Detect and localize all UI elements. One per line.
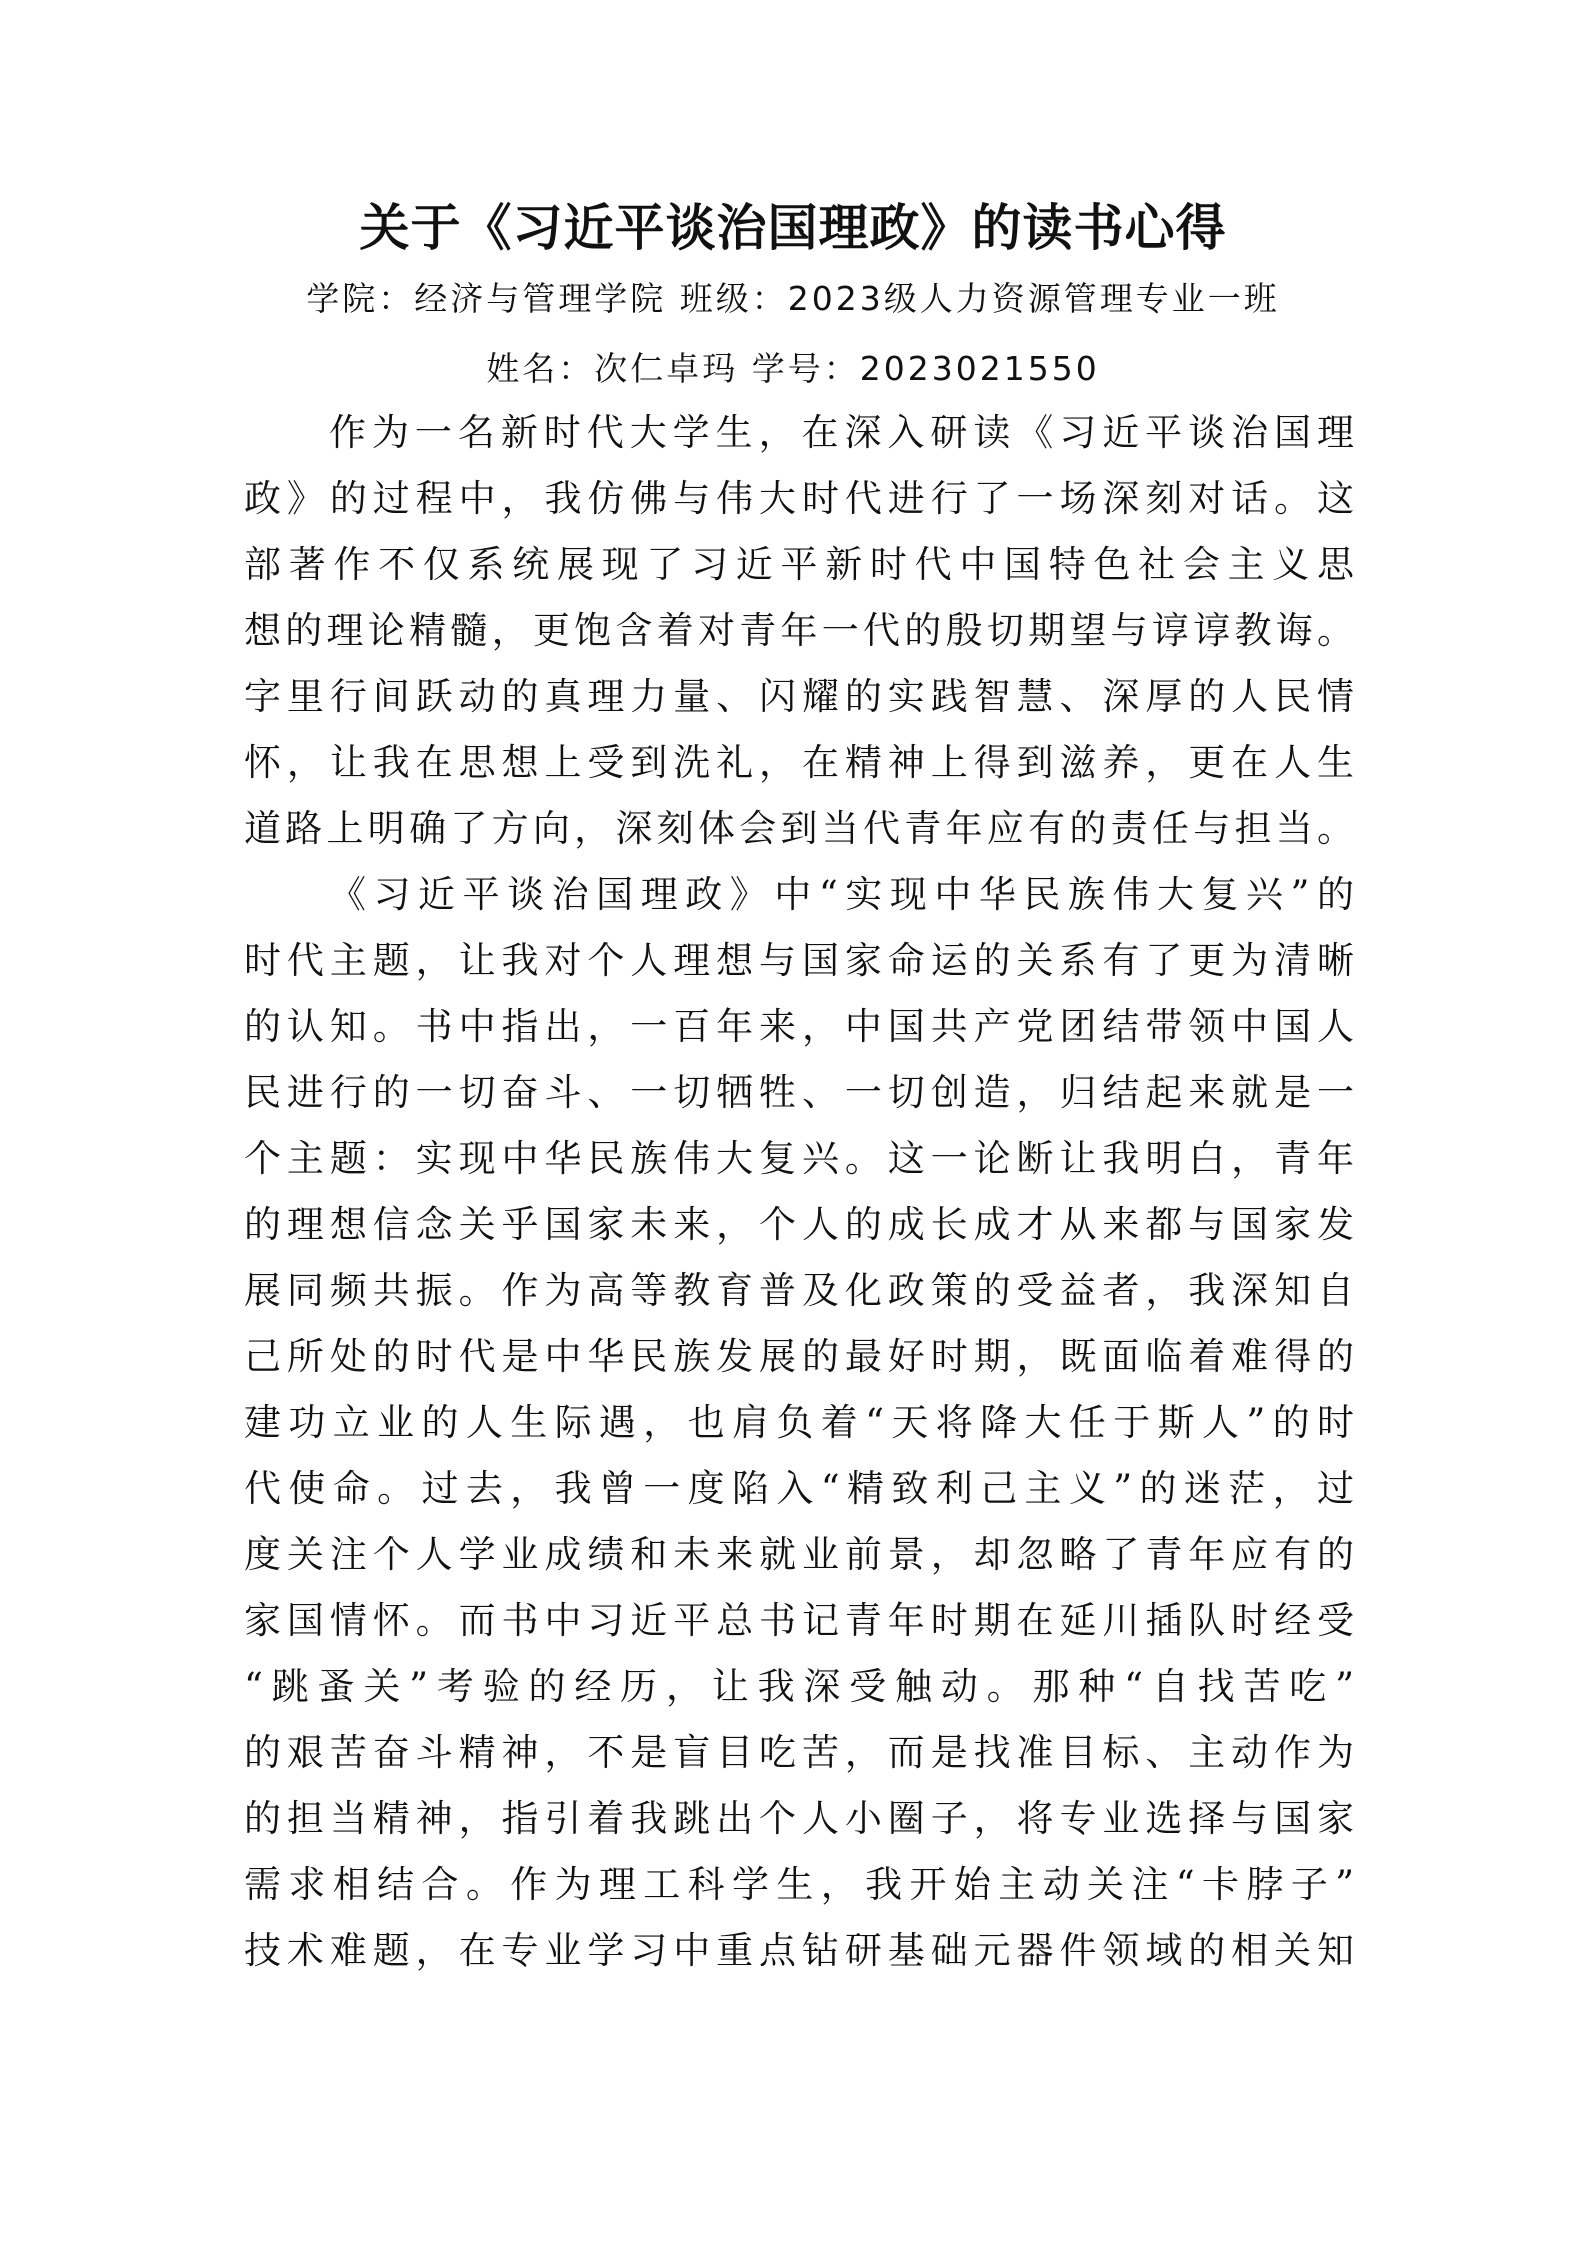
text-line: 怀，让我在思想上受到洗礼，在精神上得到滋养，更在人生	[244, 741, 1354, 784]
text-line: 代使命。过去，我曾一度陷入“精致利己主义”的迷茫，过	[244, 1467, 1354, 1510]
text-line: 需求相结合。作为理工科学生，我开始主动关注“卡脖子”	[244, 1863, 1354, 1906]
text-line: 想的理论精髓，更饱含着对青年一代的殷切期望与谆谆教诲。	[244, 609, 1354, 652]
text-line: 时代主题，让我对个人理想与国家命运的关系有了更为清晰	[244, 939, 1354, 982]
text-line: 家国情怀。而书中习近平总书记青年时期在延川插队时经受	[244, 1599, 1354, 1642]
text-line: 的理想信念关乎国家未来，个人的成长成才从来都与国家发	[244, 1203, 1354, 1246]
text-line: 《习近平谈治国理政》中“实现中华民族伟大复兴”的	[329, 873, 1354, 916]
paragraph-2	[244, 862, 1354, 1984]
text-line: “跳蚤关”考验的经历，让我深受触动。那种“自找苦吃”	[244, 1665, 1354, 1708]
text-line: 建功立业的人生际遇，也肩负着“天将降大任于斯人”的时	[244, 1401, 1354, 1444]
text-line: 民进行的一切奋斗、一切牺牲、一切创造，归结起来就是一	[244, 1071, 1354, 1114]
author-college-class: 学院：经济与管理学院 班级：2023级人力资源管理专业一班	[306, 279, 1280, 318]
text-line: 的担当精神，指引着我跳出个人小圈子，将专业选择与国家	[244, 1797, 1354, 1840]
text-line: 度关注个人学业成绩和未来就业前景，却忽略了青年应有的	[244, 1533, 1354, 1576]
text-line: 字里行间跃动的真理力量、闪耀的实践智慧、深厚的人民情	[244, 675, 1354, 718]
text-line: 的艰苦奋斗精神，不是盲目吃苦，而是找准目标、主动作为	[244, 1731, 1354, 1774]
document-body	[244, 400, 1354, 1984]
text-line: 部著作不仅系统展现了习近平新时代中国特色社会主义思	[244, 543, 1354, 586]
text-line: 个主题：实现中华民族伟大复兴。这一论断让我明白，青年	[244, 1137, 1354, 1180]
text-line: 作为一名新时代大学生，在深入研读《习近平谈治国理	[329, 411, 1354, 454]
text-line: 的认知。书中指出，一百年来，中国共产党团结带领中国人	[244, 1005, 1354, 1048]
text-line: 己所处的时代是中华民族发展的最好时期，既面临着难得的	[244, 1335, 1354, 1378]
document-title: 关于《习近平谈治国理政》的读书心得	[359, 198, 1227, 257]
text-line: 道路上明确了方向，深刻体会到当代青年应有的责任与担当。	[244, 807, 1354, 850]
text-line: 展同频共振。作为高等教育普及化政策的受益者，我深知自	[244, 1269, 1354, 1312]
text-line: 政》的过程中，我仿佛与伟大时代进行了一场深刻对话。这	[244, 477, 1354, 520]
author-name-id: 姓名：次仁卓玛 学号：2023021550	[486, 349, 1100, 388]
paragraph-1	[244, 400, 1354, 862]
text-line: 技术难题，在专业学习中重点钻研基础元器件领域的相关知	[244, 1929, 1354, 1972]
